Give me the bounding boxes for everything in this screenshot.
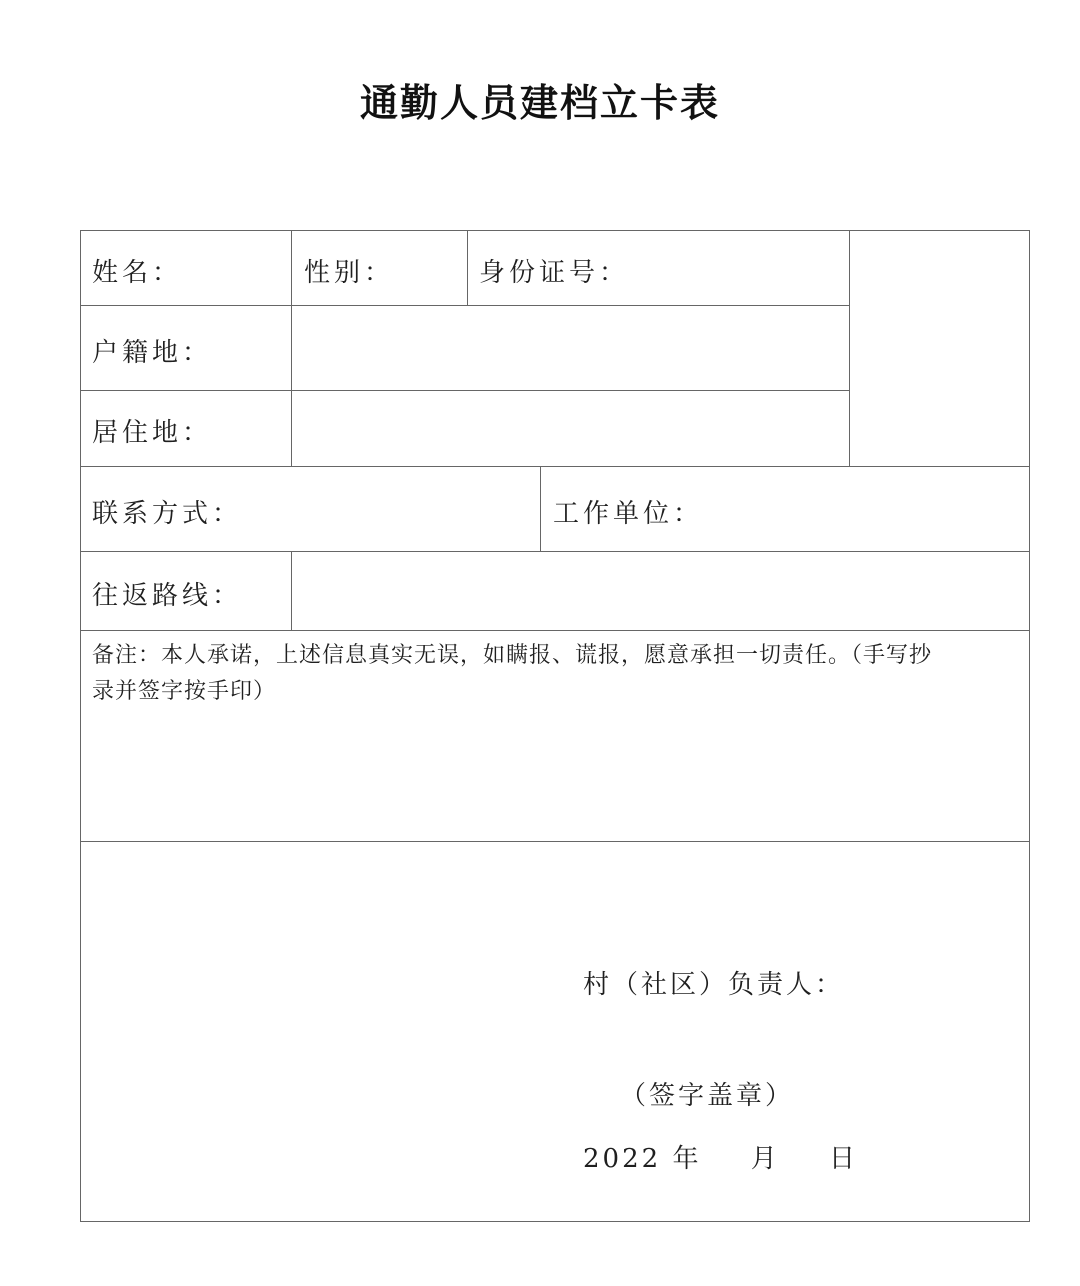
- row-divider-4: [80, 551, 1030, 552]
- note-line-2: 录并签字按手印）: [92, 679, 277, 704]
- col-divider-photo: [849, 230, 850, 466]
- note-section: [92, 638, 1022, 710]
- row-divider-2: [80, 390, 850, 391]
- contact-label: 联系方式：: [92, 499, 243, 529]
- col-divider-gender: [467, 230, 468, 305]
- residence-label: 居住地：: [92, 418, 213, 448]
- row-divider-5: [80, 630, 1030, 631]
- gender-label: 性别：: [304, 258, 395, 288]
- note-line-1: 备注：本人承诺，上述信息真实无误，如瞒报、谎报，愿意承担一切责任。（手写抄: [92, 643, 933, 668]
- date-day-unit: 日: [829, 1144, 859, 1174]
- name-label: 姓名：: [92, 258, 183, 288]
- col-divider-name: [291, 230, 292, 305]
- date-month-unit: 月: [750, 1144, 780, 1174]
- col-divider-contact: [540, 466, 541, 551]
- official-label: 村（社区）负责人：: [583, 970, 845, 1000]
- page-title: 通勤人员建档立卡表: [359, 81, 720, 125]
- date-year-unit: 年: [672, 1144, 702, 1174]
- row-divider-3: [80, 466, 1030, 467]
- stamp-label: （签字盖章）: [620, 1081, 795, 1111]
- route-label: 往返路线：: [92, 581, 243, 611]
- employer-label: 工作单位：: [553, 499, 704, 529]
- id-number-label: 身份证号：: [479, 258, 630, 288]
- hukou-label: 户籍地：: [92, 338, 213, 368]
- row-divider-6: [80, 841, 1030, 842]
- col-divider-route: [291, 551, 292, 630]
- date-year: 2022: [583, 1144, 662, 1174]
- registration-form: [80, 230, 1030, 1222]
- col-divider-address: [291, 305, 292, 466]
- date-line: [583, 1138, 858, 1175]
- row-divider-1: [80, 305, 850, 306]
